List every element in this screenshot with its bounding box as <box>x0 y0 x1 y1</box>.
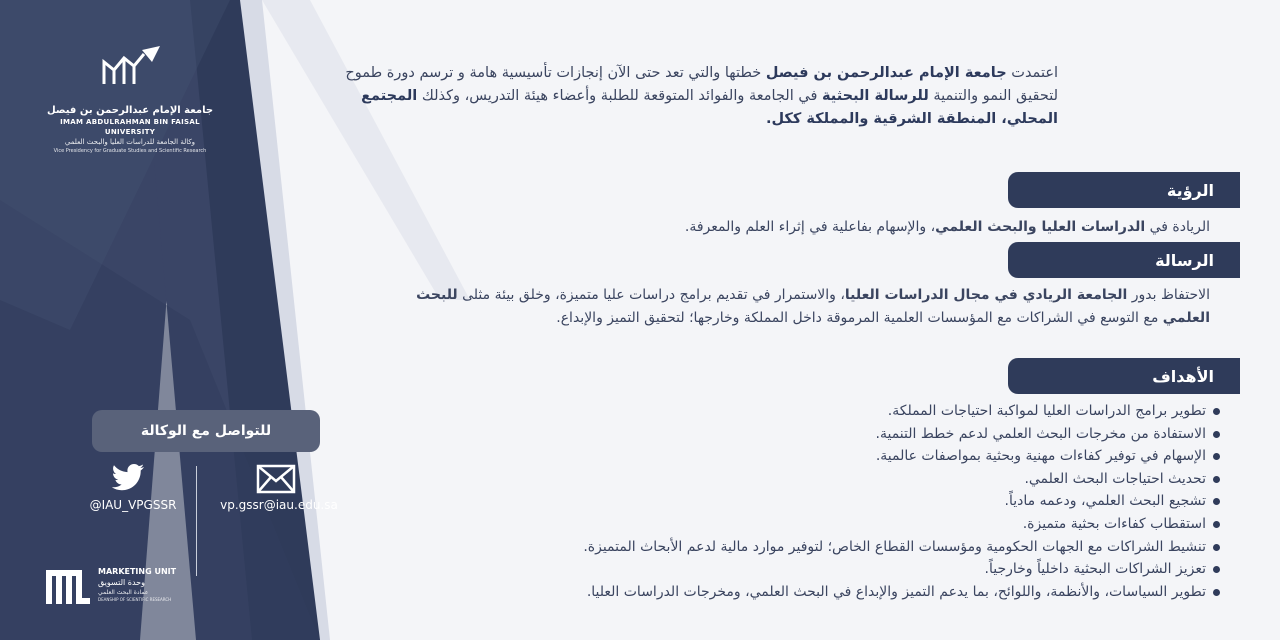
marketing-unit-ar: وحدة التسويق <box>98 578 145 587</box>
list-item <box>400 558 1220 581</box>
list-item <box>400 490 1220 513</box>
goal-text: الإسهام في توفير كفاءات مهنية وبحثية بمواصفات عالمية. <box>875 448 1206 465</box>
mission-header: الرسالة <box>1008 242 1240 278</box>
deanship-en: DEANSHIP OF SCIENTIFIC RESEARCH <box>98 597 172 602</box>
intro-text-3: في الجامعة والفوائد المتوقعة للطلبة وأعضاء هيئة التدريس، وكذلك <box>417 88 822 104</box>
mail-icon[interactable] <box>256 464 296 494</box>
bullet-icon <box>1213 498 1220 505</box>
intro-paragraph <box>300 62 1058 131</box>
deanship-ar: عمادة البحث العلمي <box>98 589 149 596</box>
mission-text-2: ، والاستمرار في تقديم برامج دراسات عليا متميزة، وخلق بيئة مثلى <box>457 287 845 303</box>
university-logo-mark <box>90 40 170 96</box>
goals-list <box>400 400 1220 603</box>
goal-text: تطوير السياسات، والأنظمة، واللوائح، بما يدعم التميز والإبداع في البحث العلمي، ومخرجات الدراسات العليا. <box>586 583 1206 600</box>
marketing-unit-en: MARKETING UNIT <box>98 567 177 576</box>
bullet-icon <box>1213 521 1220 528</box>
vision-text-1: الريادة في <box>1145 219 1210 235</box>
email-link[interactable]: vp.gssr@iau.edu.sa <box>220 498 338 512</box>
intro-text-1: اعتمدت <box>1006 65 1058 81</box>
bullet-icon <box>1213 476 1220 483</box>
goal-text: تحديث احتياجات البحث العلمي. <box>1024 470 1206 487</box>
goal-text: تشجيع البحث العلمي، ودعمه مادياً. <box>1004 493 1206 510</box>
list-item <box>400 445 1220 468</box>
mission-bold-1: الجامعة الريادي في مجال الدراسات العليا <box>844 287 1128 303</box>
intro-bold-3: المجتمع المحلي، المنطقة الشرقية والمملكة ككل. <box>361 88 1058 127</box>
intro-bold-2: للرسالة البحثية <box>821 88 929 104</box>
university-logo <box>40 40 220 155</box>
contact-title: للتواصل مع الوكالة <box>92 410 320 452</box>
marketing-unit-text <box>98 566 218 603</box>
list-item <box>400 581 1220 604</box>
bullet-icon <box>1213 589 1220 596</box>
university-name-en: IMAM ABDULRAHMAN BIN FAISAL UNIVERSITY <box>60 118 200 136</box>
twitter-icon[interactable] <box>110 462 146 494</box>
contact-divider <box>196 466 197 576</box>
mission-paragraph <box>370 284 1210 330</box>
list-item <box>400 400 1220 423</box>
marketing-unit-logo <box>44 568 92 606</box>
mission-text-1: الاحتفاظ بدور <box>1127 287 1210 303</box>
vision-header: الرؤية <box>1008 172 1240 208</box>
bullet-icon <box>1213 566 1220 573</box>
department-name-en: Vice Presidency for Graduate Studies and Scientific Research <box>53 148 207 154</box>
list-item <box>400 468 1220 491</box>
goal-text: استقطاب كفاءات بحثية متميزة. <box>1022 515 1206 532</box>
goals-header: الأهداف <box>1008 358 1240 394</box>
bullet-icon <box>1213 408 1220 415</box>
goal-text: تنشيط الشراكات مع الجهات الحكومية ومؤسسات القطاع الخاص؛ لتوفير موارد مالية لدعم الأبحاث المتميزة. <box>583 538 1206 555</box>
bullet-icon <box>1213 544 1220 551</box>
mission-bold-2: للبحث العلمي <box>416 287 1210 326</box>
twitter-handle-link[interactable]: @IAU_VPGSSR <box>89 498 177 512</box>
list-item <box>400 513 1220 536</box>
university-name-ar: جامعة الإمام عبدالرحمن بن فيصل <box>46 105 214 116</box>
bullet-icon <box>1213 453 1220 460</box>
department-name-ar: وكالة الجامعة للدراسات العليا والبحث العلمي <box>64 138 196 146</box>
vision-text-2: ، والإسهام بفاعلية في إثراء العلم والمعرفة. <box>684 219 936 235</box>
list-item <box>400 423 1220 446</box>
vision-paragraph <box>470 216 1210 238</box>
intro-bold-1: جامعة الإمام عبدالرحمن بن فيصل <box>765 65 1007 81</box>
intro-text-2: خطتها والتي تعد حتى الآن إنجازات تأسيسية هامة و ترسم دورة طموح لتحقيق النمو والتنمية <box>345 65 1058 104</box>
goal-text: الاستفادة من مخرجات البحث العلمي لدعم خطط التنمية. <box>875 425 1206 442</box>
goal-text: تعزيز الشراكات البحثية داخلياً وخارجياً. <box>984 561 1206 578</box>
goal-text: تطوير برامج الدراسات العليا لمواكبة احتياجات المملكة. <box>887 403 1206 419</box>
mission-text-3: مع التوسع في الشراكات مع المؤسسات العلمية المرموقة داخل المملكة وخارجها؛ لتحقيق التميز والإبداع. <box>556 310 1163 326</box>
list-item <box>400 536 1220 559</box>
bullet-icon <box>1213 431 1220 438</box>
vision-bold-1: الدراسات العليا والبحث العلمي <box>935 219 1146 235</box>
